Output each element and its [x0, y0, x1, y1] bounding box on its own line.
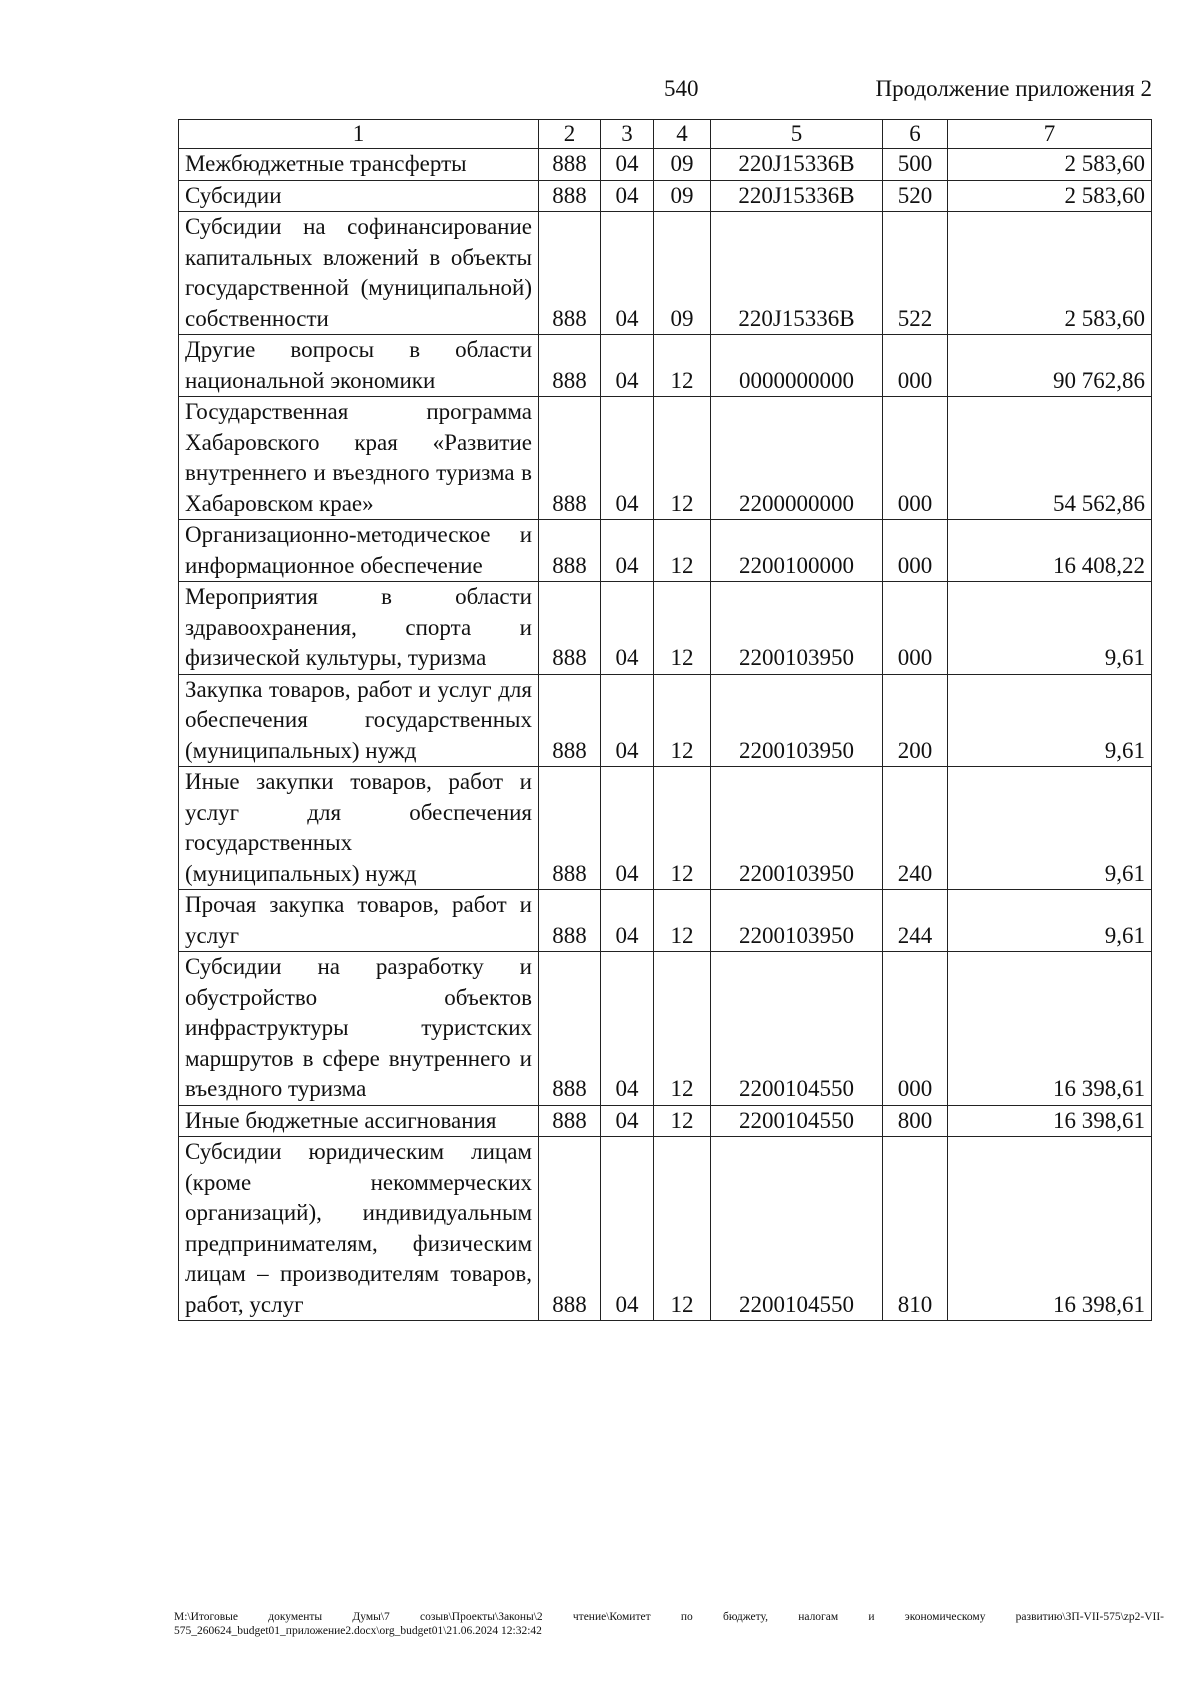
row-col-4: 12	[654, 890, 711, 952]
row-amount: 16 398,61	[948, 952, 1152, 1106]
table-row	[179, 582, 1152, 675]
budget-table	[178, 119, 1152, 1321]
row-col-3: 04	[601, 1105, 654, 1137]
row-col-6: 000	[883, 335, 948, 397]
row-amount: 16 408,22	[948, 520, 1152, 582]
row-col-5: 2200103950	[711, 767, 883, 890]
row-name: Государственная программа Хабаровского края «Развитие внутреннего и въездного туризма в Хабаровском крае»	[179, 397, 539, 520]
row-amount: 9,61	[948, 767, 1152, 890]
row-amount: 2 583,60	[948, 180, 1152, 212]
column-header: 7	[948, 120, 1152, 149]
row-col-5: 2200104550	[711, 1105, 883, 1137]
table-row	[179, 952, 1152, 1106]
table-row	[179, 180, 1152, 212]
column-header: 5	[711, 120, 883, 149]
row-col-6: 500	[883, 149, 948, 181]
row-col-5: 2200100000	[711, 520, 883, 582]
row-col-2: 888	[539, 1105, 601, 1137]
row-col-4: 12	[654, 674, 711, 767]
row-amount: 9,61	[948, 674, 1152, 767]
row-amount: 54 562,86	[948, 397, 1152, 520]
row-col-5: 2200103950	[711, 582, 883, 675]
column-header: 1	[179, 120, 539, 149]
table-row	[179, 149, 1152, 181]
table-row	[179, 397, 1152, 520]
row-name: Иные бюджетные ассигнования	[179, 1105, 539, 1137]
row-col-3: 04	[601, 767, 654, 890]
table-row	[179, 212, 1152, 335]
row-name: Мероприятия в области здравоохранения, спорта и физической культуры, туризма	[179, 582, 539, 675]
row-col-2: 888	[539, 212, 601, 335]
row-amount: 16 398,61	[948, 1137, 1152, 1321]
row-col-4: 12	[654, 952, 711, 1106]
table-row	[179, 1105, 1152, 1137]
row-col-3: 04	[601, 1137, 654, 1321]
row-col-2: 888	[539, 767, 601, 890]
row-col-2: 888	[539, 520, 601, 582]
row-col-2: 888	[539, 335, 601, 397]
row-col-6: 800	[883, 1105, 948, 1137]
row-col-4: 09	[654, 212, 711, 335]
column-header: 2	[539, 120, 601, 149]
row-col-5: 2200104550	[711, 952, 883, 1106]
row-col-3: 04	[601, 520, 654, 582]
row-col-2: 888	[539, 397, 601, 520]
column-header: 6	[883, 120, 948, 149]
row-amount: 2 583,60	[948, 149, 1152, 181]
row-col-6: 244	[883, 890, 948, 952]
row-col-5: 220J15336В	[711, 180, 883, 212]
column-header: 4	[654, 120, 711, 149]
row-col-3: 04	[601, 952, 654, 1106]
table-row	[179, 674, 1152, 767]
row-amount: 2 583,60	[948, 212, 1152, 335]
row-col-3: 04	[601, 890, 654, 952]
row-col-3: 04	[601, 180, 654, 212]
row-name: Субсидии	[179, 180, 539, 212]
row-amount: 16 398,61	[948, 1105, 1152, 1137]
row-col-6: 240	[883, 767, 948, 890]
table-body	[179, 149, 1152, 1321]
table-row	[179, 767, 1152, 890]
row-col-2: 888	[539, 890, 601, 952]
row-col-6: 810	[883, 1137, 948, 1321]
row-name: Субсидии на софинансирование капитальных вложений в объекты государственной (муниципальной) собственности	[179, 212, 539, 335]
row-col-3: 04	[601, 149, 654, 181]
row-col-2: 888	[539, 582, 601, 675]
row-name: Организационно-методическое и информационное обеспечение	[179, 520, 539, 582]
row-col-3: 04	[601, 397, 654, 520]
row-col-4: 12	[654, 520, 711, 582]
row-col-4: 12	[654, 1137, 711, 1321]
row-col-5: 2200104550	[711, 1137, 883, 1321]
column-header-row	[179, 120, 1152, 149]
row-col-6: 000	[883, 520, 948, 582]
row-amount: 90 762,86	[948, 335, 1152, 397]
table-row	[179, 890, 1152, 952]
row-col-2: 888	[539, 1137, 601, 1321]
row-amount: 9,61	[948, 890, 1152, 952]
row-col-5: 2200103950	[711, 674, 883, 767]
row-name: Межбюджетные трансферты	[179, 149, 539, 181]
row-col-5: 2200103950	[711, 890, 883, 952]
footer-file-path: M:\Итоговые документы Думы\7 созыв\Проекты\Законы\2 чтение\Комитет по бюджету, налогам и экономическому развитию\ЗП-VII-575\zp2-VII-575_260624_budget01_приложение2.docx\org_budget01\21.06.2024 12:32:42	[174, 1611, 1164, 1637]
row-col-4: 09	[654, 149, 711, 181]
row-name: Прочая закупка товаров, работ и услуг	[179, 890, 539, 952]
row-col-6: 200	[883, 674, 948, 767]
row-col-3: 04	[601, 335, 654, 397]
row-col-5: 2200000000	[711, 397, 883, 520]
table-row	[179, 1137, 1152, 1321]
row-name: Другие вопросы в области национальной экономики	[179, 335, 539, 397]
row-col-2: 888	[539, 180, 601, 212]
row-col-6: 000	[883, 582, 948, 675]
row-col-2: 888	[539, 149, 601, 181]
row-col-4: 12	[654, 335, 711, 397]
row-col-5: 220J15336В	[711, 212, 883, 335]
row-name: Субсидии юридическим лицам (кроме некоммерческих организаций), индивидуальным предпринимателям, физическим лицам – производителям товаров, работ, услуг	[179, 1137, 539, 1321]
row-col-5: 0000000000	[711, 335, 883, 397]
table-row	[179, 335, 1152, 397]
row-name: Субсидии на разработку и обустройство объектов инфраструктуры туристских маршрутов в сфере внутреннего и въездного туризма	[179, 952, 539, 1106]
row-col-6: 000	[883, 397, 948, 520]
row-col-4: 09	[654, 180, 711, 212]
page-number: 540	[664, 76, 699, 101]
row-col-4: 12	[654, 1105, 711, 1137]
row-col-4: 12	[654, 767, 711, 890]
row-col-4: 12	[654, 582, 711, 675]
row-col-3: 04	[601, 674, 654, 767]
row-col-6: 000	[883, 952, 948, 1106]
row-col-2: 888	[539, 952, 601, 1106]
row-col-4: 12	[654, 397, 711, 520]
row-col-6: 520	[883, 180, 948, 212]
row-amount: 9,61	[948, 582, 1152, 675]
row-col-2: 888	[539, 674, 601, 767]
column-header: 3	[601, 120, 654, 149]
row-col-6: 522	[883, 212, 948, 335]
row-col-3: 04	[601, 212, 654, 335]
row-col-3: 04	[601, 582, 654, 675]
row-col-5: 220J15336В	[711, 149, 883, 181]
row-name: Закупка товаров, работ и услуг для обеспечения государственных (муниципальных) нужд	[179, 674, 539, 767]
row-name: Иные закупки товаров, работ и услуг для обеспечения государственных (муниципальных) нужд	[179, 767, 539, 890]
continuation-title: Продолжение приложения 2	[875, 76, 1152, 101]
table-row	[179, 520, 1152, 582]
